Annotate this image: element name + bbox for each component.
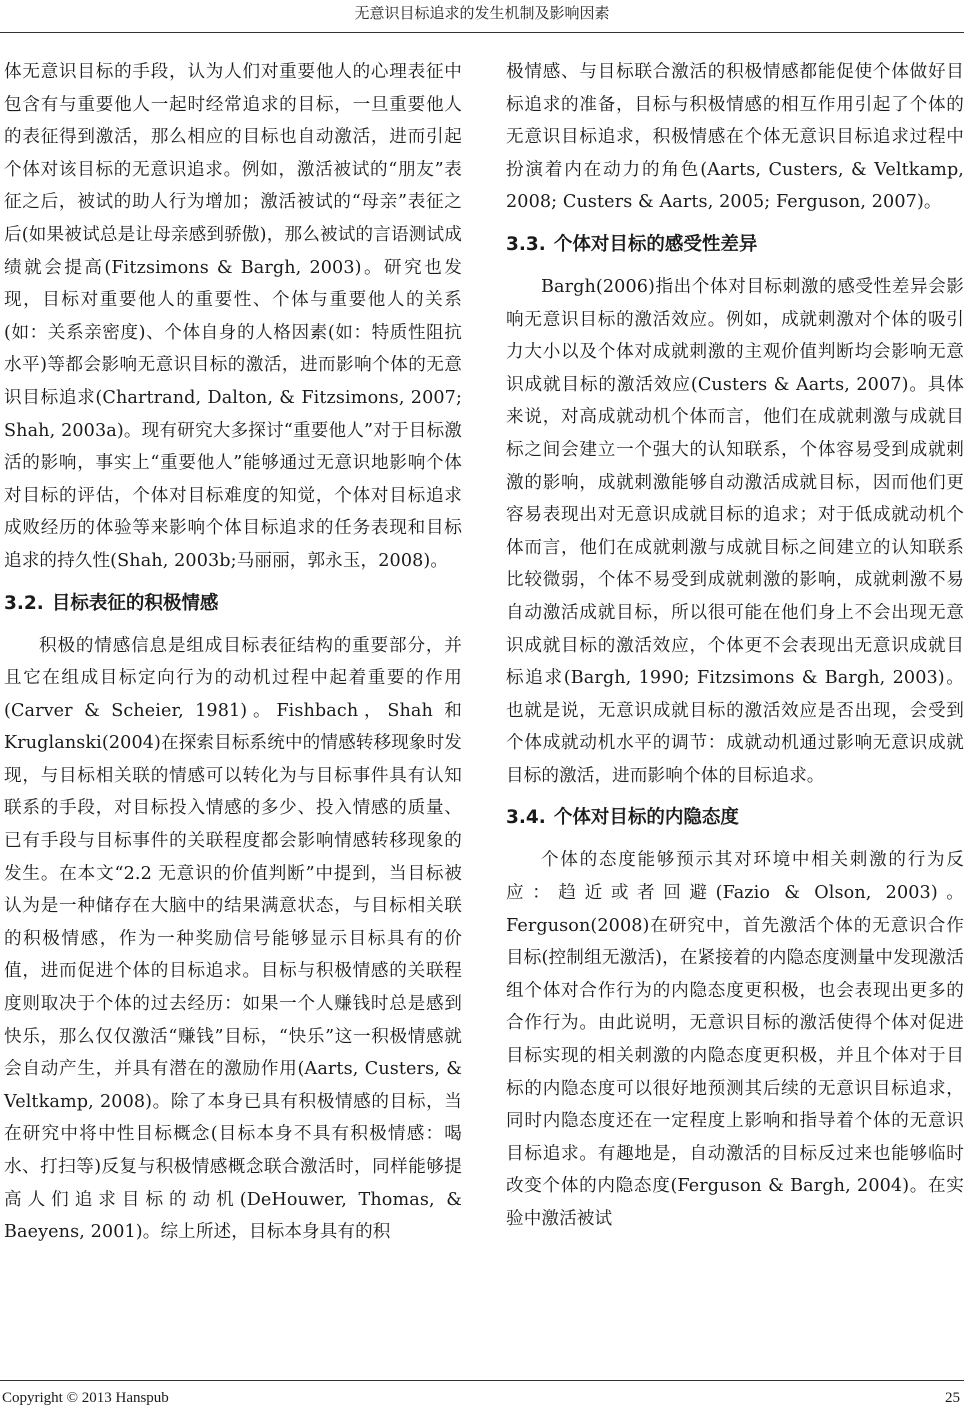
section-number: 3.3. xyxy=(506,233,546,255)
section-heading-3-4 xyxy=(506,806,964,830)
left-paragraph-1: 体无意识目标的手段，认为人们对重要他人的心理表征中包含有与重要他人一起时经常追求的目标，一旦重要他人的表征得到激活，那么相应的目标也自动激活，进而引起个体对该目标的无意识追求。例如，激活被试的“朋友”表征之后，被试的助人行为增加；激活被试的“母亲”表征之后(如果被试总是让母亲感到骄傲)，那么被试的言语测试成绩就会提高(Fitzsimons & Bargh, 2003)。研究也发现，目标对重要他人的重要性、个体与重要他人的关系(如：关系亲密度)、个体自身的人格因素(如：特质性阻抗水平)等都会影响无意识目标的激活，进而影响个体的无意识目标追求(Chartrand, Dalton, & Fitzsimons, 2007; Shah, 2003a)。现有研究大多探讨“重要他人”对于目标激活的影响，事实上“重要他人”能够通过无意识地影响个体对目标的评估，个体对目标难度的知觉，个体对目标追求成败经历的体验等来影响个体目标追求的任务表现和目标追求的持久性(Shah, 2003b;马丽丽，郭永玉，2008)。 xyxy=(4,62,462,571)
right-paragraph-2: Bargh(2006)指出个体对目标刺激的感受性差异会影响无意识目标的激活效应。例如，成就刺激对个体的吸引力大小以及个体对成就刺激的主观价值判断均会影响无意识成就目标的激活效应(Custers & Aarts, 2007)。具体来说，对高成就动机个体而言，他们在成就刺激与成就目标之间会建立一个强大的认知联系，个体容易受到成就刺激的影响，成就刺激能够自动激活成就目标，因而他们更容易表现出对无意识成就目标的追求；对于低成就动机个体而言，他们在成就刺激与成就目标之间建立的认知联系比较微弱，个体不易受到成就刺激的影响，成就刺激不易自动激活成就目标，所以很可能在他们身上不会出现无意识成就目标的激活效应，个体更不会表现出无意识成就目标追求(Bargh, 1990; Fitzsimons & Bargh, 2003)。也就是说，无意识成就目标的激活效应是否出现，会受到个体成就动机水平的调节：成就动机通过影响无意识成就目标的激活，进而影响个体的目标追求。 xyxy=(506,276,964,786)
section-title: 目标表征的积极情感 xyxy=(51,592,219,614)
right-column xyxy=(506,56,964,1236)
section-heading-3-3 xyxy=(506,233,964,257)
section-number: 3.4. xyxy=(506,807,546,829)
section-number: 3.2. xyxy=(4,592,44,614)
section-title: 个体对目标的内隐态度 xyxy=(553,807,739,829)
right-paragraph-1: 极情感、与目标联合激活的积极情感都能促使个体做好目标追求的准备，目标与积极情感的相互作用引起了个体的无意识目标追求，积极情感在个体无意识目标追求过程中扮演着内在动力的角色(Aarts, Custers, & Veltkamp, 2008; Custers & Aarts, 2005; Ferguson, 2007)。 xyxy=(506,62,964,213)
section-title: 个体对目标的感受性差异 xyxy=(553,233,758,255)
copyright-notice: Copyright © 2013 Hanspub xyxy=(2,1390,169,1406)
page-number: 25 xyxy=(945,1390,960,1406)
header-divider xyxy=(0,32,964,33)
section-heading-3-2 xyxy=(4,592,462,616)
left-column xyxy=(4,56,462,1249)
footer-divider xyxy=(0,1380,964,1381)
right-paragraph-3: 个体的态度能够预示其对环境中相关刺激的行为反应：趋近或者回避(Fazio & Olson, 2003)。Ferguson(2008)在研究中，首先激活个体的无意识合作目标(控制组无激活)，在紧接着的内隐态度测量中发现激活组个体对合作行为的内隐态度更积极，也会表现出更多的合作行为。由此说明，无意识目标的激活使得个体对促进目标实现的相关刺激的内隐态度更积极，并且个体对于目标的内隐态度可以很好地预测其后续的无意识目标追求，同时内隐态度还在一定程度上影响和指导着个体的无意识目标追求。有趣地是，自动激活的目标反过来也能够临时改变个体的内隐态度(Ferguson & Bargh, 2004)。在实验中激活被试 xyxy=(506,850,964,1229)
running-header: 无意识目标追求的发生机制及影响因素 xyxy=(354,4,610,22)
left-paragraph-2: 积极的情感信息是组成目标表征结构的重要部分，并且它在组成目标定向行为的动机过程中起着重要的作用(Carver & Scheier, 1981)。Fishbach，Shah 和 Kruglanski(2004)在探索目标系统中的情感转移现象时发现，与目标相关联的情感可以转化为与目标事件具有认知联系的手段，对目标投入情感的多少、投入情感的质量、已有手段与目标事件的关联程度都会影响情感转移现象的发生。在本文“2.2 无意识的价值判断”中提到，当目标被认为是一种储存在大脑中的结果满意状态，与目标相关联的积极情感，作为一种奖励信号能够显示目标具有的价值，进而促进个体的目标追求。目标与积极情感的关联程度则取决于个体的过去经历：如果一个人赚钱时总是感到快乐，那么仅仅激活“赚钱”目标，“快乐”这一积极情感就会自动产生，并具有潜在的激励作用(Aarts, Custers, & Veltkamp, 2008)。除了本身已具有积极情感的目标，当在研究中将中性目标概念(目标本身不具有积极情感：喝水、打扫等)反复与积极情感概念联合激活时，同样能够提高人们追求目标的动机(DeHouwer, Thomas, & Baeyens, 2001)。综上所述，目标本身具有的积 xyxy=(4,635,462,1243)
